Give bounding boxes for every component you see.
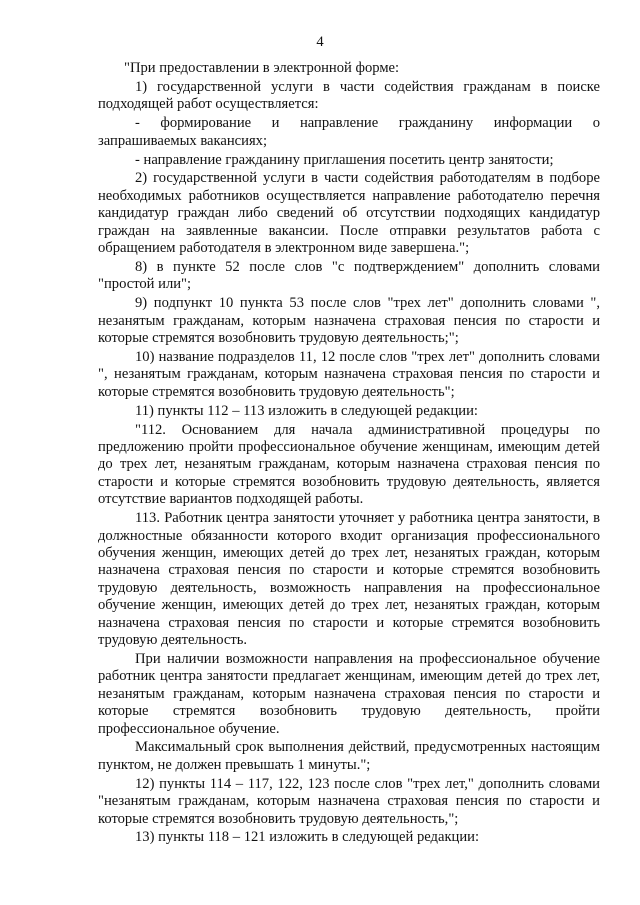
paragraph-item-2: 2) государственной услуги в части содействия работодателям в подборе необходимых работников осуществляется направление работодателю перечня кандидатур граждан либо сведений об отсутствии подходящих кандидатур граждан на заявленные вакансии. После отправки результатов работа с обращением работодателя в электронном виде завершена.";	[98, 170, 600, 257]
paragraph-item-8: 8) в пункте 52 после слов "с подтверждением" дополнить словами "простой или";	[98, 258, 600, 293]
paragraph-item-13: 13) пункты 118 – 121 изложить в следующей редакции:	[135, 829, 480, 846]
paragraph-bullet-vacancies: - формирование и направление гражданину информации о запрашиваемых вакансиях;	[98, 115, 600, 149]
paragraph-max-time: Максимальный срок выполнения действий, предусмотренных настоящим пунктом, не должен превышать 1 минуты.";	[98, 739, 600, 773]
paragraph-item-9: 9) подпункт 10 пункта 53 после слов "трех лет" дополнить словами ", незанятым гражданам, которым назначена страховая пенсия по старости и которые стремятся возобновить трудовую деятельность;";	[98, 295, 600, 347]
page-number: 4	[316, 34, 324, 50]
paragraph-item-12: 12) пункты 114 – 117, 122, 123 после слов "трех лет," дополнить словами "незанятым гражданам, которым назначена страховая пенсия по старости и которые стремятся возобновить трудовую деятельность,";	[98, 775, 600, 827]
paragraph-clause-113: 113. Работник центра занятости уточняет у работника центра занятости, в должностные обязанности которого входит организация профессионального обучения женщин, имеющих детей до трех лет, незанятых граждан, которым назначена страховая пенсия по старости и которые стремятся возобновить трудовую деятельность, возможность направления на профессиональное обучение женщин, имеющих детей до трех лет, незанятых граждан, которым назначена страховая пенсия по старости и которые стремятся возобновить трудовую деятельность.	[98, 510, 600, 648]
paragraph-training-offer: При наличии возможности направления на профессиональное обучение работник центра занятости предлагает женщинам, имеющим детей до трех лет, незанятым гражданам, которым назначена страховая пенсия по старости и которые стремятся возобновить трудовую деятельность, пройти профессиональное обучение.	[98, 650, 600, 737]
paragraph-bullet-invitation: - направление гражданину приглашения посетить центр занятости;	[135, 151, 554, 168]
paragraph-item-11: 11) пункты 112 – 113 изложить в следующей редакции:	[135, 402, 478, 419]
paragraph-intro: "При предоставлении в электронной форме:	[124, 60, 400, 76]
document-body	[98, 60, 600, 848]
paragraph-item-10: 10) название подразделов 11, 12 после слов "трех лет" дополнить словами ", незанятым гражданам, которым назначена страховая пенсия по старости и которые стремятся возобновить трудовую деятельность";	[98, 349, 600, 400]
paragraph-clause-112: "112. Основанием для начала административной процедуры по предложению пройти профессиональное обучение женщинам, имеющим детей до трех лет, незанятым гражданам, которым назначена страховая пенсия по старости и которые стремятся возобновить трудовую деятельность, является отсутствие вариантов подходящей работы.	[98, 421, 600, 508]
paragraph-item-1: 1) государственной услуги в части содействия гражданам в поиске подходящей работ осуществляется:	[98, 78, 600, 113]
